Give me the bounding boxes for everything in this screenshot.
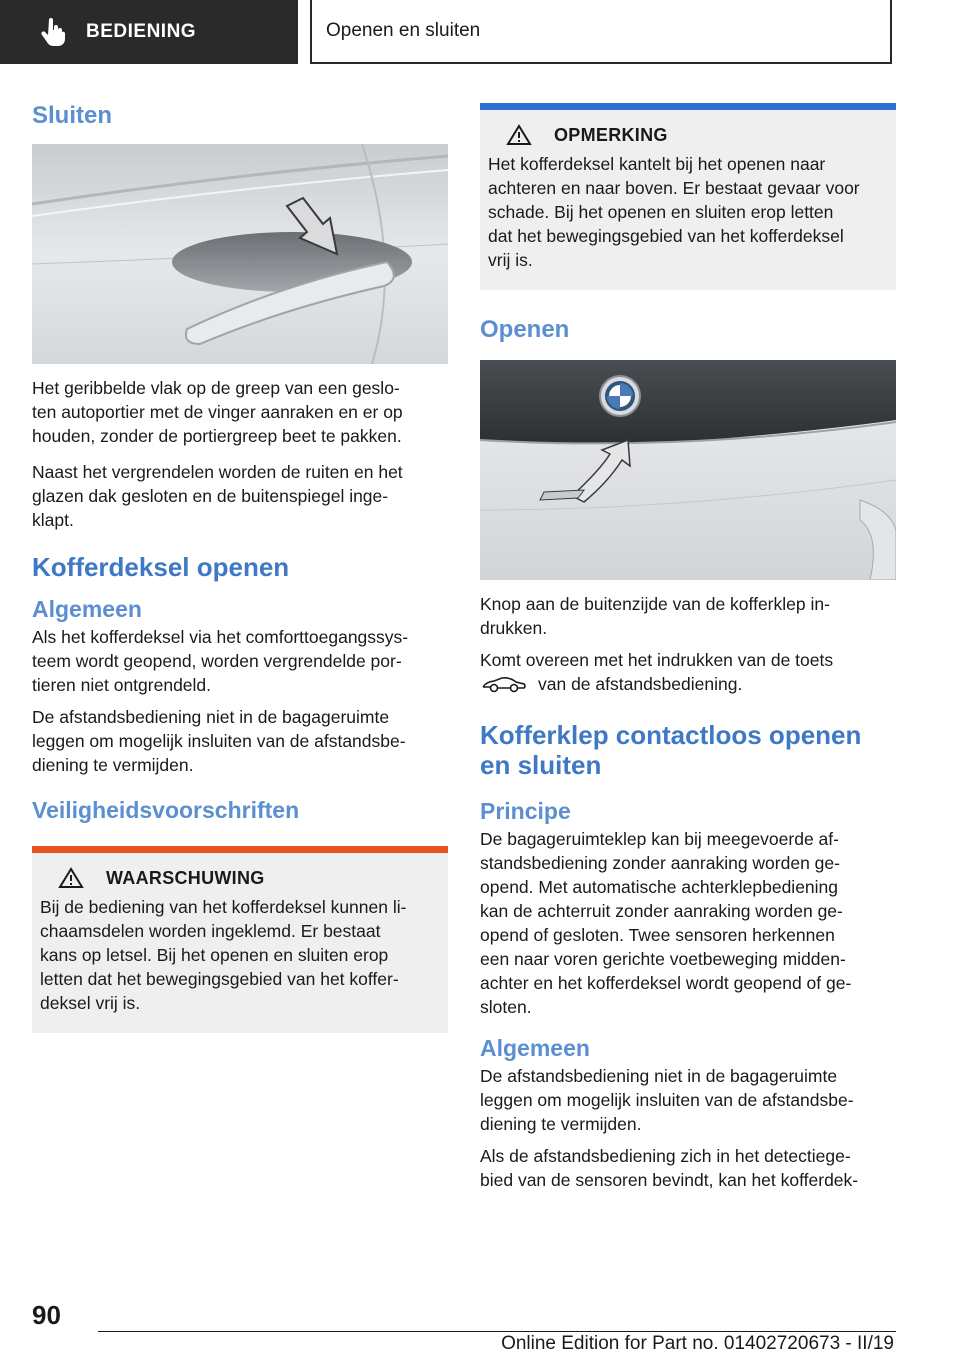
footer-edition: Online Edition for Part no. 01402720673 - II/19: [501, 1333, 894, 1354]
heading-algemeen-2: Algemeen: [480, 1035, 590, 1061]
text-line: Komt overeen met het indrukken van de toets: [480, 650, 834, 670]
door-handle-illustration: [32, 144, 448, 364]
para-openen-1: [480, 592, 896, 640]
text-line: chaamsdelen worden ingeklemd. Er bestaat: [40, 921, 381, 941]
text-line: Knop aan de buitenzijde van de kofferklep in-: [480, 594, 830, 614]
heading-line: Kofferklep contactloos openen: [480, 720, 862, 750]
text-line: De afstandsbediening niet in de bagageruimte: [32, 707, 390, 727]
para-algemeen-3: [480, 1064, 896, 1136]
text-line: diening te vermijden.: [32, 755, 194, 775]
text-line: drukken.: [480, 618, 548, 638]
heading-principe: Principe: [480, 798, 571, 824]
right-column: [480, 103, 896, 1192]
text-line: houden, zonder de portiergreep beet te pakken.: [32, 426, 402, 446]
left-column: [32, 96, 448, 1033]
hand-pointer-icon: [40, 18, 66, 46]
heading-sluiten: Sluiten: [32, 102, 113, 129]
para-openen-2: [480, 648, 896, 696]
para-algemeen-4: [480, 1144, 896, 1192]
text-line: sloten.: [480, 997, 532, 1017]
heading-contactloos: [480, 720, 896, 780]
text-line: kans op letsel. Bij het openen en sluiten erop: [40, 945, 389, 965]
warning-triangle-icon: [506, 124, 532, 146]
warning-box: [32, 846, 448, 1033]
heading-veiligheidsvoorschriften: Veiligheidsvoorschriften: [32, 797, 300, 823]
warning-title-row: [40, 867, 440, 889]
header-topic-box: [312, 0, 892, 64]
topic-title: Openen en sluiten: [326, 20, 481, 41]
para-sluiten-1: [32, 376, 448, 448]
text-line: vrij is.: [488, 250, 533, 270]
text-line: ten autoportier met de vinger aanraken en er op: [32, 402, 403, 422]
text-line: Als de afstandsbediening zich in het detectiege-: [480, 1146, 851, 1166]
text-line: deksel vrij is.: [40, 993, 141, 1013]
text-line: Het geribbelde vlak op de greep van een geslo-: [32, 378, 400, 398]
text-line: leggen om mogelijk insluiten van de afstandsbe-: [32, 731, 406, 751]
para-algemeen-1: [32, 625, 448, 697]
text-line: letten dat het bewegingsgebied van het koffer-: [40, 969, 399, 989]
car-trunk-icon: [480, 674, 528, 694]
heading-line: en sluiten: [480, 750, 602, 780]
notice-title: OPMERKING: [554, 124, 668, 145]
text-line: opend. Met automatische achterklepbediening: [480, 877, 839, 897]
text-line: glazen dak gesloten en de buitenspiegel inge-: [32, 486, 389, 506]
text-line: tieren niet ontgrendeld.: [32, 675, 212, 695]
trunk-button-illustration: [480, 360, 896, 580]
text-line: schade. Bij het openen en sluiten erop letten: [488, 202, 834, 222]
heading-algemeen: Algemeen: [32, 596, 142, 622]
text-line: achter en het kofferdeksel wordt geopend of ge-: [480, 973, 852, 993]
header-section-tab: [0, 0, 298, 64]
door-handle-photo: [32, 144, 448, 364]
text-line: diening te vermijden.: [480, 1114, 642, 1134]
warning-triangle-icon: [58, 867, 84, 889]
text-line: dat het bewegingsgebied van het kofferdeksel: [488, 226, 844, 246]
text-line: standsbediening zonder aanraking worden ge-: [480, 853, 840, 873]
text-line: Bij de bediening van het kofferdeksel kunnen li-: [40, 897, 407, 917]
page-number: 90: [32, 1300, 61, 1330]
text-line: bied van de sensoren bevindt, kan het kofferdek-: [480, 1170, 859, 1190]
warning-title: WAARSCHUWING: [106, 867, 265, 888]
footer-rule: [98, 1331, 896, 1332]
text-line: een naar voren gerichte voetbeweging midden-: [480, 949, 846, 969]
text-line: opend of gesloten. Twee sensoren herkennen: [480, 925, 835, 945]
text-line: De afstandsbediening niet in de bagageruimte: [480, 1066, 838, 1086]
text-line-with-icon: [480, 672, 896, 696]
para-algemeen-2: [32, 705, 448, 777]
notice-title-row: [488, 124, 888, 146]
text-line: De bagageruimteklep kan bij meegevoerde af-: [480, 829, 839, 849]
text-line: teem wordt geopend, worden vergrendelde por-: [32, 651, 402, 671]
heading-openen: Openen: [480, 316, 570, 343]
text-line: Het kofferdeksel kantelt bij het openen naar: [488, 154, 826, 174]
text-line: kan de achterruit zonder aanraking worden ge-: [480, 901, 843, 921]
text-line: van de afstandsbediening.: [538, 674, 743, 694]
section-title: BEDIENING: [86, 21, 197, 42]
trunk-button-photo: [480, 360, 896, 580]
text-line: klapt.: [32, 510, 74, 530]
para-principe: [480, 827, 896, 1019]
text-line: leggen om mogelijk insluiten van de afstandsbe-: [480, 1090, 854, 1110]
text-line: Als het kofferdeksel via het comforttoegangssys-: [32, 627, 409, 647]
para-sluiten-2: [32, 460, 448, 532]
heading-kofferdeksel-openen: Kofferdeksel openen: [32, 552, 290, 582]
text-line: achteren en naar boven. Er bestaat gevaar voor: [488, 178, 860, 198]
notice-box: [480, 103, 896, 290]
text-line: Naast het vergrendelen worden de ruiten en het: [32, 462, 403, 482]
